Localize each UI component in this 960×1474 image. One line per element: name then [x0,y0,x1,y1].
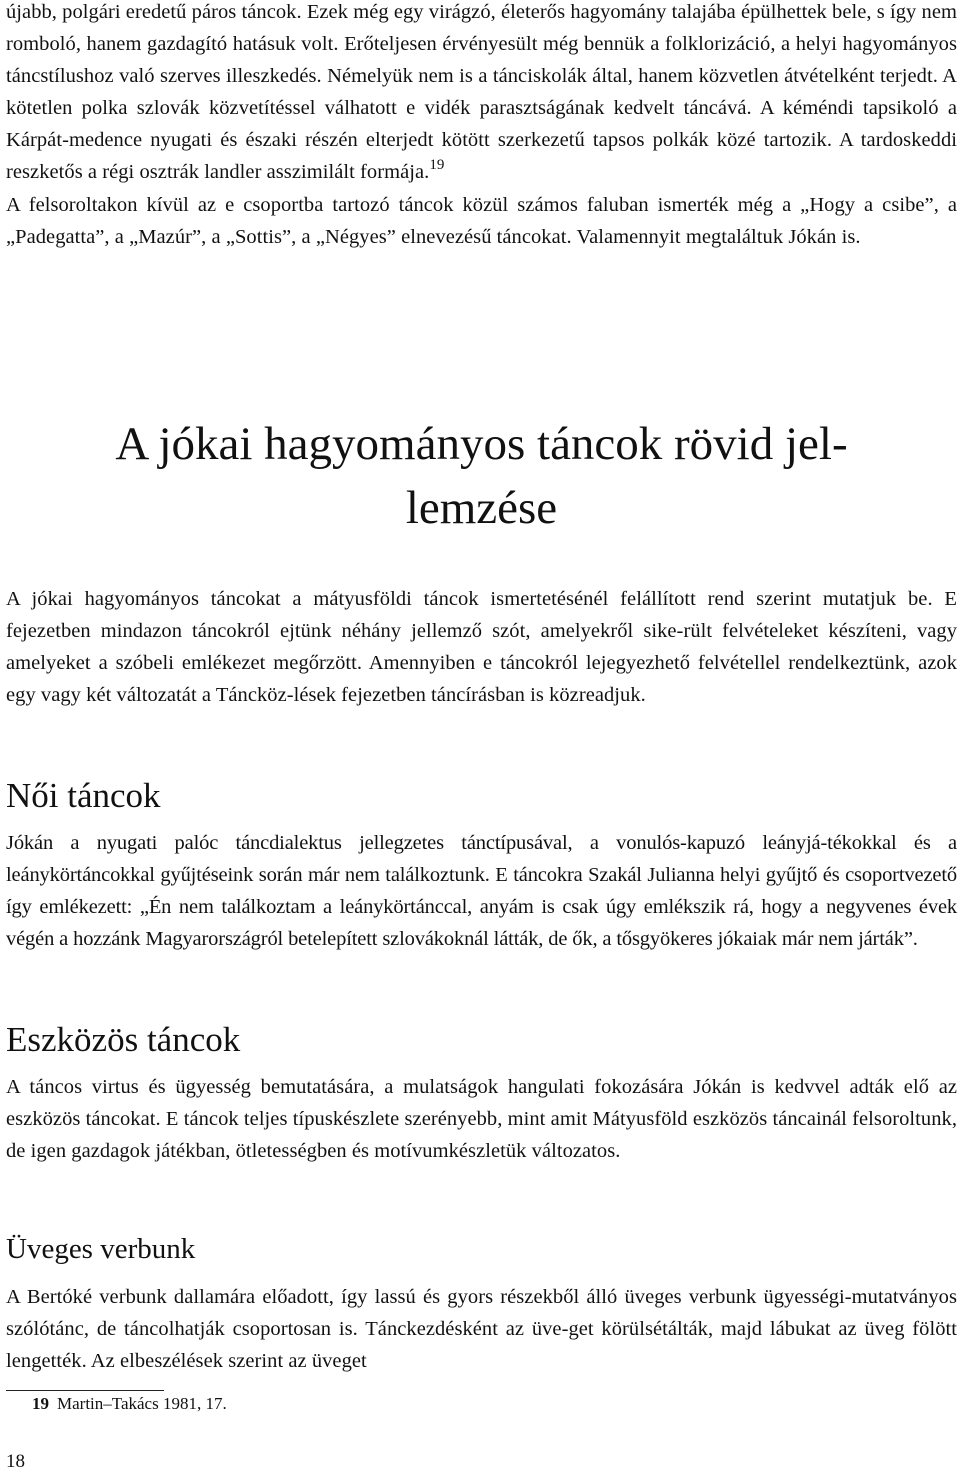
footnote-divider [6,1390,164,1391]
heading-noi-tancok: Női táncok [6,776,161,815]
intro-text: újabb, polgári eredetű páros táncok. Ezek még egy virágzó, életerős hagyomány talajába épülhettek bele, s így nem romboló, hanem gazdagító hatásuk volt. Erőteljesen érvényesült még bennük a folklorizáció, a helyi hagyományos táncstílushoz való szerves illeszkedés. Némelyük nem is a tánciskolák által, hanem közvetlen átvételként terjedt. A kötetlen polka szlovák közvetítéssel válhatott e vidék parasztságának kedvelt táncává. A kéméndi tapsikoló a Kárpát-medence nyugati és északi részén elterjedt kötött szerkezetű tapsos polkák közé tartozik. A tardoskeddi reszketős a régi osztrák landler asszimilált formája. [6,1,957,184]
footnote-reference: 19 [429,157,445,174]
heading-eszkozos-tancok: Eszközös táncok [6,1020,241,1059]
uveges-verbunk-paragraph: A Bertóké verbunk dallamára előadott, így lassú és gyors részekből álló üveges verbunk ügyességi-mutatványos szólótánc, de táncolhatják csoportosan is. Tánckezdésként az üve-get körülsétálták, majd lábukat az üveg fölött lengették. Az elbeszélések szerint az üveget [6,1286,957,1373]
page-number: 18 [6,1451,25,1472]
footnote-text: Martin–Takács 1981, 17. [57,1394,227,1413]
footnote-number: 19 [32,1394,49,1413]
chapter-title-line-2: lemzése [405,482,558,534]
chapter-intro-paragraph: A jókai hagyományos táncokat a mátyusföldi táncok ismertetésénél felállított rend szerint mutatjuk be. E fejezetben mindazon táncokról ejtünk néhány jellemző szót, amelyekről sike-rült felvételeket készíteni, vagy amelyeket a szóbeli emlékezet megőrzött. Amennyiben e táncokról lejegyezhető felvétellel rendelkeztünk, azok egy vagy két változatát a Táncköz-lések fejezetben táncírásban is közreadjuk. [6,588,957,707]
intro-paragraph [6,0,957,253]
heading-uveges-verbunk: Üveges verbunk [6,1233,196,1265]
chapter-title-line-1: A jókai hagyományos táncok rövid jel- [115,418,848,470]
footnote [32,1392,227,1416]
noi-tancok-paragraph: Jókán a nyugati palóc táncdialektus jellegzetes tánctípusával, a vonulós-kapuzó leányjá-tékokkal és a leánykörtáncokkal gyűjtéseink során már nem találkoztunk. E táncokra Szakál Julianna helyi gyűjtő és csoportvezető így emlékezett: „Én nem találkoztam a leánykörtánccal, anyám is csak úgy emlékszik rá, hogy a negyvenes évek végén a hozzánk Magyarországról betelepített szlovákoknál látták, de ők, a tősgyökeres jókaiak már nem járták”. [6,832,957,951]
chapter-title [6,412,957,540]
eszkozos-tancok-paragraph: A táncos virtus és ügyesség bemutatására, a mulatságok hangulati fokozására Jókán is kedvvel adták elő az eszközös táncokat. E táncok teljes típuskészlete szerényebb, mint amit Mátyusföld eszközös táncainál felsoroltunk, de igen gazdagok játékban, ötletességben és motívumkészletük változatos. [6,1076,957,1163]
intro-continuation: A felsoroltakon kívül az e csoportba tartozó táncok közül számos faluban ismerték még a „Hogy a csibe”, a „Padegatta”, a „Mazúr”, a „Sottis”, a „Négyes” elnevezésű táncokat. Valamennyit megtaláltuk Jókán is. [6,193,957,248]
